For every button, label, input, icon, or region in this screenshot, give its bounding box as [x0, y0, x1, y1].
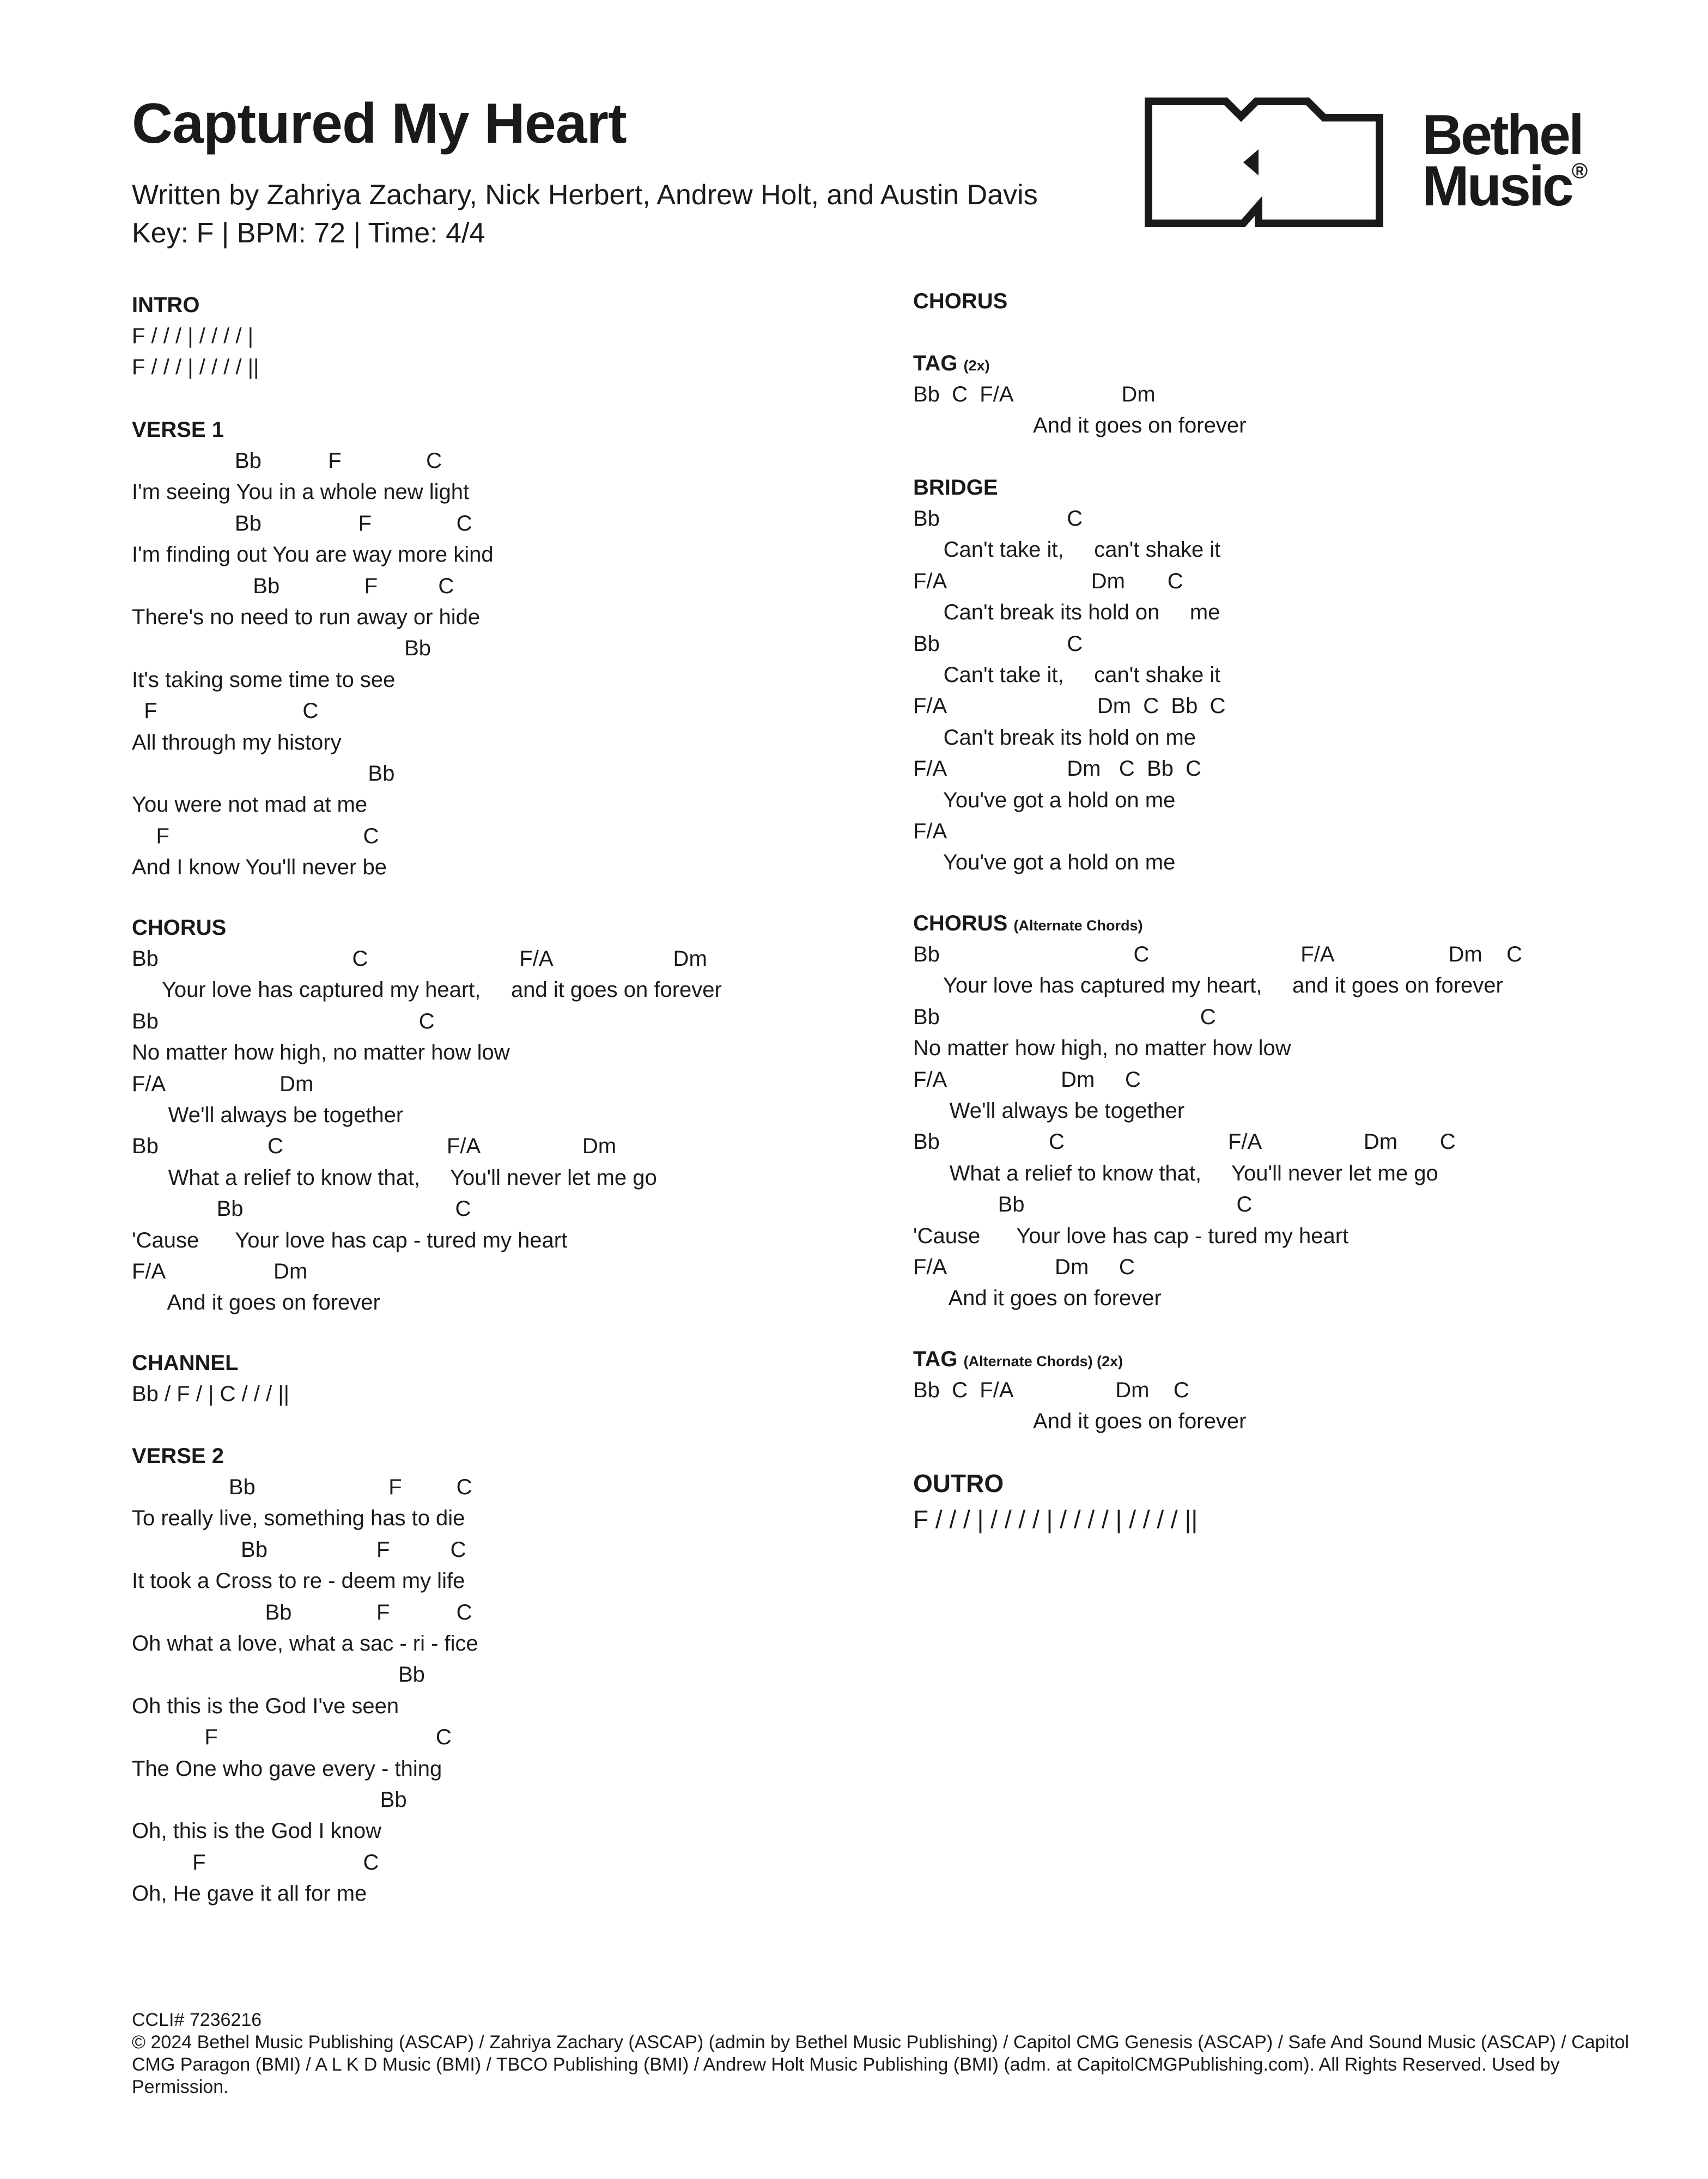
lyric-line: You were not mad at me [132, 793, 368, 817]
section-note: (Alternate Chords) (2x) [963, 1353, 1123, 1370]
song-key-bpm-time: Key: F | BPM: 72 | Time: 4/4 [132, 217, 485, 249]
chord-line: F C [132, 1850, 379, 1874]
chord-line: F / / / | / / / / | [132, 324, 254, 348]
chord-line: Bb [132, 1663, 425, 1687]
chord-line: F/A [913, 819, 947, 843]
chord-line: F/A Dm C [913, 1067, 1141, 1092]
chord-line: Bb C [132, 1197, 471, 1221]
chord-line: F/A Dm C [913, 569, 1183, 593]
chord-line: Bb F C [132, 449, 442, 473]
section-title: INTRO [132, 293, 200, 317]
section-title: CHORUS [913, 911, 1008, 935]
lyric-line: Oh, He gave it all for me [132, 1882, 367, 1906]
lyric-line: Can't take it, can't shake it [913, 538, 1221, 562]
lyric-line: What a relief to know that, You'll never let me go [913, 1161, 1438, 1185]
section-title: CHORUS [132, 916, 227, 940]
section-title-row [913, 1344, 1246, 1375]
bethel-music-wordmark [1422, 104, 1588, 218]
chord-line: F C [132, 824, 379, 848]
chord-line: Bb C F/A Dm [132, 947, 707, 971]
chord-line: F / / / | / / / / | / / / / | / / / / || [913, 1505, 1198, 1533]
lyric-line: And it goes on forever [913, 1286, 1162, 1311]
chord-line: Bb [132, 1787, 407, 1812]
section-note: (Alternate Chords) [1013, 917, 1143, 934]
chord-line: Bb F C [132, 1475, 472, 1499]
ccli-number: CCLI# 7236216 [132, 2010, 262, 2030]
bethel-logo-mark-icon [1144, 97, 1384, 228]
chord-line: F / / / | / / / / || [132, 355, 259, 380]
section-chorus-alternate [913, 908, 1522, 1314]
wordmark-line-2 [1422, 154, 1588, 218]
chord-line: Bb F C [132, 1537, 466, 1562]
lyric-line: We'll always be together [913, 1098, 1185, 1123]
chord-line: Bb F C [132, 511, 472, 535]
song-title: Captured My Heart [132, 92, 627, 155]
lyric-line: It took a Cross to re - deem my life [132, 1569, 465, 1593]
section-tag [913, 348, 1246, 442]
lyric-line: And it goes on forever [913, 413, 1247, 438]
section-verse-2 [132, 1441, 478, 1909]
section-title: BRIDGE [913, 476, 998, 500]
songwriters-credit: Written by Zahriya Zachary, Nick Herbert, Andrew Holt, and Austin Davis [132, 179, 1038, 211]
section-title: VERSE 1 [132, 418, 224, 442]
chord-line: Bb C F/A Dm C [913, 1130, 1456, 1154]
chord-line: Bb / F / | C / / / || [132, 1382, 290, 1406]
chord-line: Bb C F/A Dm C [913, 1378, 1189, 1402]
lyric-line: Oh what a love, what a sac - ri - fice [132, 1631, 478, 1655]
section-title-row [913, 908, 1522, 939]
lyric-line: No matter how high, no matter how low [913, 1036, 1291, 1061]
section-title: VERSE 2 [132, 1444, 224, 1468]
section-outro [913, 1465, 1198, 1537]
lyric-line: 'Cause Your love has cap - tured my heart [132, 1228, 568, 1252]
chord-line: Bb [132, 761, 395, 786]
chord-line: F C [132, 699, 319, 723]
section-bridge [913, 472, 1225, 879]
chord-line: F/A Dm C Bb C [913, 694, 1226, 719]
chord-line: Bb C F/A Dm C [913, 942, 1522, 966]
lyric-line: Oh, this is the God I know [132, 1819, 381, 1843]
section-verse-1 [132, 415, 494, 883]
chord-line: F/A Dm [132, 1072, 314, 1096]
lyric-line: No matter how high, no matter how low [132, 1040, 510, 1065]
chord-line: F/A Dm C Bb C [913, 757, 1201, 781]
lyric-line: We'll always be together [132, 1103, 404, 1127]
lyric-line: It's taking some time to see [132, 667, 396, 692]
lyric-line: Your love has captured my heart, and it goes on forever [913, 973, 1503, 998]
lyric-line: Your love has captured my heart, and it goes on forever [132, 978, 722, 1002]
lyric-line: I'm seeing You in a whole new light [132, 480, 470, 504]
lyric-line: What a relief to know that, You'll never let me go [132, 1165, 657, 1190]
lyric-line: Can't break its hold on me [913, 600, 1220, 625]
lyric-line: I'm finding out You are way more kind [132, 543, 494, 567]
section-title: OUTRO [913, 1469, 1004, 1498]
lyric-line: Oh this is the God I've seen [132, 1694, 399, 1718]
section-channel [132, 1348, 289, 1410]
wordmark-music: Music [1422, 154, 1572, 218]
chord-line: Bb F C [132, 1600, 472, 1624]
bethel-music-logo [1144, 97, 1602, 233]
chord-line: Bb [132, 636, 431, 661]
lyric-line: Can't break its hold on me [913, 725, 1196, 750]
lyric-line: 'Cause Your love has cap - tured my heart [913, 1224, 1349, 1248]
lyric-line: You've got a hold on me [913, 788, 1176, 812]
lyric-line: And it goes on forever [132, 1291, 380, 1315]
chord-line: Bb C [913, 1192, 1253, 1217]
lyric-line: All through my history [132, 730, 342, 754]
copyright-footer [132, 2009, 1652, 2098]
section-note: (2x) [963, 357, 990, 374]
lyric-line: Can't take it, can't shake it [913, 662, 1221, 687]
chord-line: Bb C [132, 1009, 435, 1033]
chord-line: Bb C [913, 631, 1083, 656]
section-chorus-reference [913, 286, 1007, 317]
section-title: TAG [913, 351, 958, 375]
lyric-line: You've got a hold on me [913, 850, 1176, 875]
section-intro [132, 290, 259, 384]
chord-line: F C [132, 1725, 452, 1750]
wordmark-line-1: Bethel [1422, 104, 1582, 167]
chord-line: F/A Dm [132, 1259, 308, 1283]
copyright-text: © 2024 Bethel Music Publishing (ASCAP) / Zahriya Zachary (ASCAP) (admin by Bethel Music Publishing) / Capitol CMG Genesis (ASCAP) / Safe And Sound Music (ASCAP) / Capitol CMG Paragon (BMI) / A L K D Music (BMI) / TBCO Publishing (BMI) / Andrew Holt Music Publishing (BMI) (adm. at CapitolCMGPublishing.com). All Rights Reserved. Used by Permission. [132, 2032, 1630, 2097]
lyric-line: To really live, something has to die [132, 1506, 465, 1531]
section-title-row [913, 348, 1246, 379]
lyric-line: And it goes on forever [913, 1409, 1247, 1434]
chord-line: F/A Dm C [913, 1255, 1135, 1279]
section-chorus [132, 912, 722, 1319]
section-tag-alternate [913, 1344, 1246, 1438]
section-title: CHANNEL [132, 1351, 239, 1375]
lyric-line: There's no need to run away or hide [132, 605, 481, 629]
section-title: TAG [913, 1347, 958, 1371]
chord-line: Bb C F/A Dm [913, 382, 1156, 406]
chord-line: Bb C [913, 1005, 1216, 1029]
section-title: CHORUS [913, 289, 1008, 313]
chord-line: Bb F C [132, 574, 454, 598]
chord-line: Bb C [913, 507, 1083, 531]
lyric-line: The One who gave every - thing [132, 1756, 442, 1781]
registered-mark: ® [1571, 159, 1588, 183]
chord-line: Bb C F/A Dm [132, 1134, 617, 1159]
lyric-line: And I know You'll never be [132, 855, 387, 880]
